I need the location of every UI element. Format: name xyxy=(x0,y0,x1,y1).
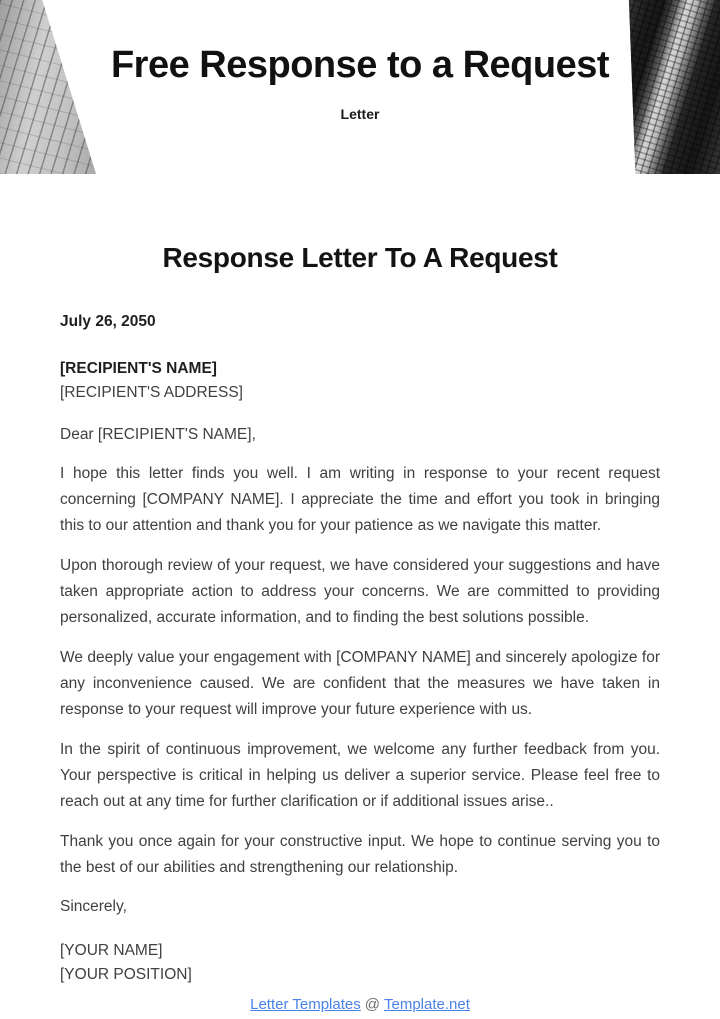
page-header xyxy=(0,0,720,175)
page-title: Free Response to a Request xyxy=(110,44,610,86)
letter-paragraph: I hope this letter finds you well. I am writing in response to your recent request concerning [COMPANY NAME]. I appreciate the time and effort you took in bringing this to our attention and thank you for your patience as we navigate this matter. xyxy=(60,465,660,534)
recipient-address-placeholder: [RECIPIENT'S ADDRESS] xyxy=(60,384,243,401)
letter-paragraph: In the spirit of continuous improvement, we welcome any further feedback from you. Your perspective is critical in helping us deliver a superior service. Please feel free to reach out at any time for further clarification or if additional issues arise.. xyxy=(60,741,660,810)
recipient-block xyxy=(60,357,660,405)
letter-date: July 26, 2050 xyxy=(60,313,156,330)
closing: Sincerely, xyxy=(60,898,127,915)
building-photo-left-icon xyxy=(0,0,96,174)
letter-paragraph: Thank you once again for your constructive input. We hope to continue serving you to the best of our abilities and strengthening our relationship. xyxy=(60,833,660,876)
building-photo-right-icon xyxy=(627,0,720,174)
sender-name-placeholder: [YOUR NAME] xyxy=(60,942,163,959)
template-net-link[interactable]: Template.net xyxy=(383,996,470,1013)
footer-separator: @ xyxy=(364,996,380,1013)
letter-templates-link[interactable]: Letter Templates xyxy=(250,996,361,1013)
letter-heading: Response Letter To A Request xyxy=(162,242,558,273)
footer xyxy=(0,996,720,1013)
letter-document xyxy=(0,175,720,987)
page-subtitle: Letter xyxy=(340,106,380,122)
recipient-name-placeholder: [RECIPIENT'S NAME] xyxy=(60,360,217,377)
letter-paragraph: We deeply value your engagement with [COMPANY NAME] and sincerely apologize for any inconvenience caused. We are confident that the measures we have taken in response to your request will improve your future experience with us. xyxy=(60,649,660,718)
letter-paragraph: Upon thorough review of your request, we have considered your suggestions and have taken appropriate action to address your concerns. We are committed to providing personalized, accurate information, and to finding the best solutions possible. xyxy=(60,557,660,626)
salutation: Dear [RECIPIENT'S NAME], xyxy=(60,426,256,443)
sender-position-placeholder: [YOUR POSITION] xyxy=(60,966,192,983)
